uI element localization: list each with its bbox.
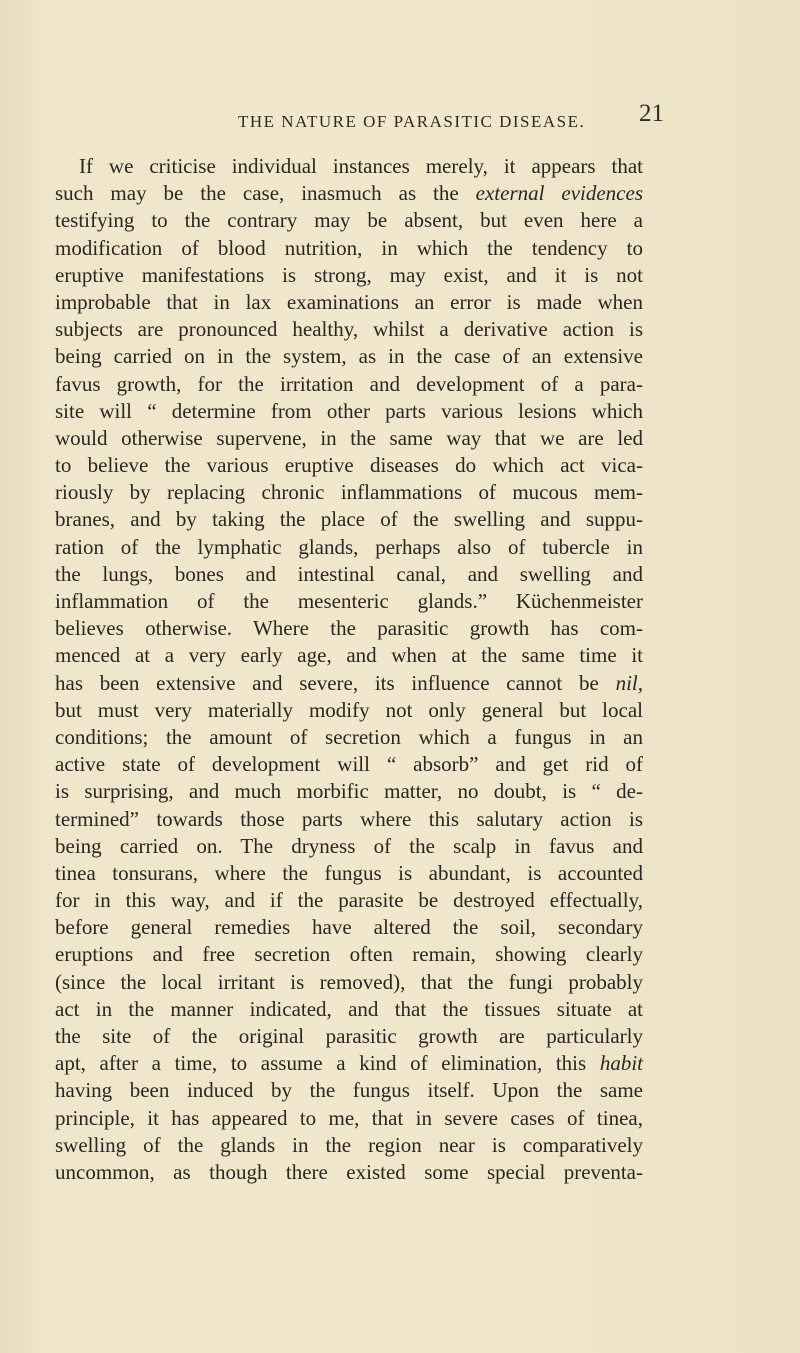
text-line: the lungs, bones and intestinal canal, and swelling and xyxy=(55,561,643,586)
italic-phrase: external evidences xyxy=(475,181,643,206)
italic-phrase: nil, xyxy=(615,670,643,695)
text-line: would otherwise supervene, in the same way that we are led xyxy=(55,425,643,450)
text-line: If we criticise individual instances merely, it appears that xyxy=(79,154,643,178)
text-line: has been extensive and severe, its influence cannot be nil, xyxy=(55,670,643,695)
text-line: apt, after a time, to assume a kind of elimination, this habit xyxy=(55,1051,643,1076)
text-line: the site of the original parasitic growth are particularly xyxy=(55,1024,643,1048)
italic-phrase: habit xyxy=(599,1051,643,1076)
text-line: riously by replacing chronic inflammations of mucous mem- xyxy=(55,480,643,505)
text-line: ration of the lymphatic glands, perhaps also of tubercle in xyxy=(55,534,643,559)
text-line: such may be the case, inasmuch as the external evidences xyxy=(55,181,643,206)
text-line: subjects are pronounced healthy, whilst a derivative action is xyxy=(55,317,643,342)
text-line: eruptions and free secretion often remain, showing clearly xyxy=(55,942,643,967)
running-title: THE NATURE OF PARASITIC DISEASE. xyxy=(238,112,586,131)
text-line: uncommon, as though there existed some special preventa- xyxy=(55,1159,643,1184)
body-paragraph xyxy=(55,153,643,1186)
text-line: but must very materially modify not only general but local xyxy=(55,697,643,722)
text-line: active state of development will “ absorb” and get rid of xyxy=(55,752,643,777)
text-line: for in this way, and if the parasite be destroyed effectually, xyxy=(55,888,643,913)
page-number: 21 xyxy=(639,100,664,127)
text-line: (since the local irritant is removed), that the fungi probably xyxy=(55,969,643,994)
text-line: to believe the various eruptive diseases do which act vica- xyxy=(55,453,643,478)
text-line: conditions; the amount of secretion which a fungus in an xyxy=(55,724,643,749)
text-line: tinea tonsurans, where the fungus is abundant, is accounted xyxy=(55,860,643,885)
text-line: is surprising, and much morbific matter, no doubt, is “ de- xyxy=(55,779,643,804)
text-line: being carried on. The dryness of the scalp in favus and xyxy=(55,833,643,858)
text-line: eruptive manifestations is strong, may exist, and it is not xyxy=(55,262,643,287)
text-line: termined” towards those parts where this salutary action is xyxy=(55,806,643,831)
text-line: improbable that in lax examinations an error is made when xyxy=(55,289,643,314)
text-line: site will “ determine from other parts various lesions which xyxy=(55,398,643,423)
text-line: principle, it has appeared to me, that in severe cases of tinea, xyxy=(55,1105,643,1130)
text-line: inflammation of the mesenteric glands.” Küchenmeister xyxy=(55,589,643,613)
text-line: testifying to the contrary may be absent, but even here a xyxy=(55,208,643,233)
text-line: branes, and by taking the place of the swelling and suppu- xyxy=(55,507,643,532)
text-line: favus growth, for the irritation and development of a para- xyxy=(55,371,643,396)
text-line: being carried on in the system, as in the case of an extensive xyxy=(55,344,643,369)
text-line: believes otherwise. Where the parasitic growth has com- xyxy=(55,616,643,641)
text-line: modification of blood nutrition, in which the tendency to xyxy=(55,235,643,260)
text-line: before general remedies have altered the soil, secondary xyxy=(55,915,643,940)
text-line: having been induced by the fungus itself. Upon the same xyxy=(55,1078,643,1103)
text-line: act in the manner indicated, and that the tissues situate at xyxy=(55,996,643,1021)
text-line: swelling of the glands in the region near is comparatively xyxy=(55,1132,643,1157)
text-line: menced at a very early age, and when at the same time it xyxy=(55,643,643,668)
